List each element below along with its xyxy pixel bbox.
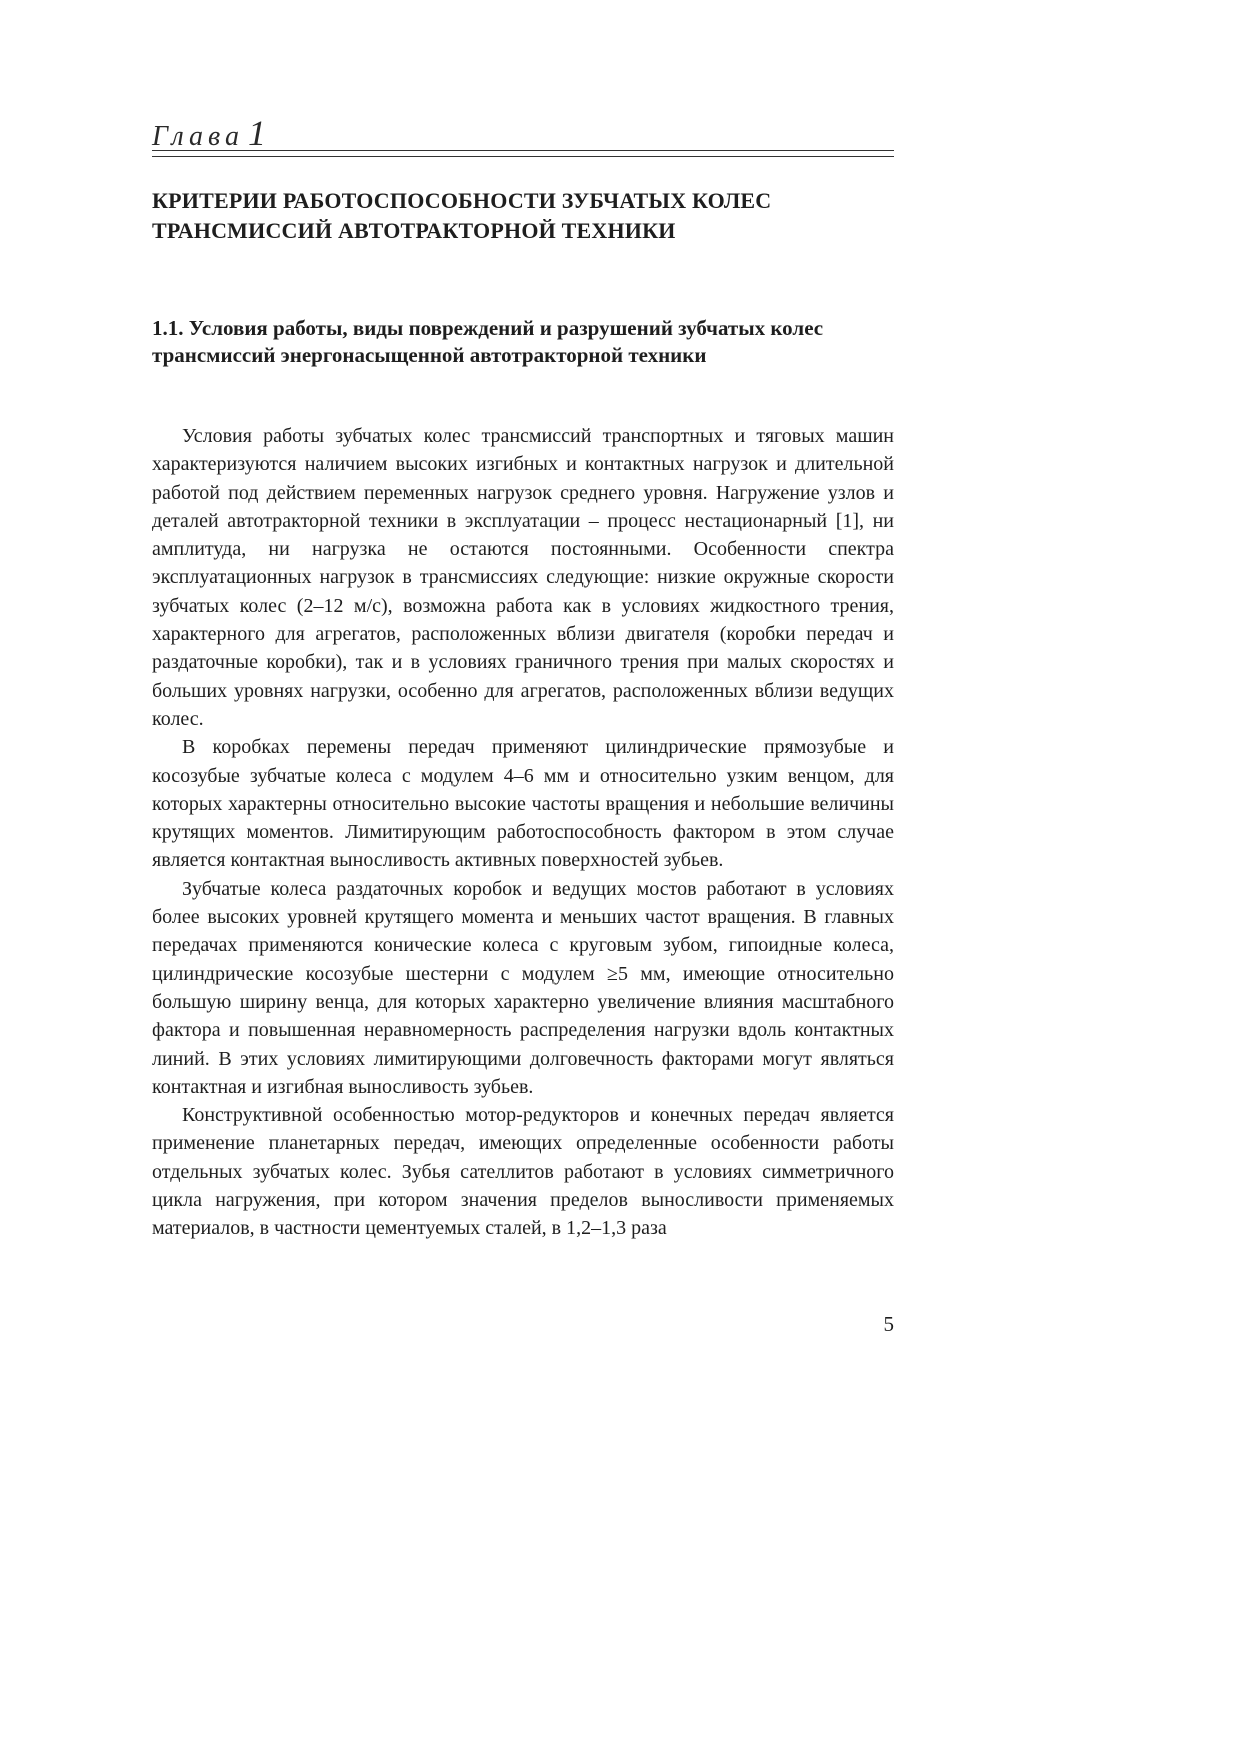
chapter-label: Глава xyxy=(152,121,244,152)
chapter-heading xyxy=(152,113,894,154)
chapter-title: КРИТЕРИИ РАБОТОСПОСОБНОСТИ ЗУБЧАТЫХ КОЛЕС ТРАНСМИССИЙ АВТОТРАКТОРНОЙ ТЕХНИКИ xyxy=(152,188,772,243)
paragraph: В коробках перемены передач применяют цилиндрические прямозубые и косозубые зубчатые колеса с модулем 4–6 мм и относительно узким венцом, для которых характерны относительно высокие частоты вращения и небольшие величины крутящих моментов. Лимитирующим работоспособность фактором в этом случае является контактная выносливость активных поверхностей зубьев. xyxy=(152,736,894,872)
page-number: 5 xyxy=(883,1312,894,1336)
chapter-number: 1 xyxy=(247,113,266,153)
paragraph: Условия работы зубчатых колес трансмиссий транспортных и тяговых машин характеризуются наличием высоких изгибных и контактных нагрузок и длительной работой под действием переменных нагрузок среднего уровня. Нагружение узлов и деталей автотракторной техники в эксплуатации – процесс нестационарный [1], ни амплитуда, ни нагрузка не остаются постоянными. Особенности спектра эксплуатационных нагрузок в трансмиссиях следующие: низкие окружные скорости зубчатых колес (2–12 м/с), возможна работа как в условиях жидкостного трения, характерного для агрегатов, расположенных вблизи двигателя (коробки передач и раздаточные коробки), так и в условиях граничного трения при малых скоростях и больших уровнях нагрузки, особенно для агрегатов, расположенных вблизи ведущих колес. xyxy=(152,425,894,730)
paragraph: Зубчатые колеса раздаточных коробок и ведущих мостов работают в условиях более высоких уровней крутящего момента и меньших частот вращения. В главных передачах применяются конические колеса с круговым зубом, гипоидные колеса, цилиндрические косозубые шестерни с модулем ≥5 мм, имеющие относительно большую ширину венца, для которых характерно увеличение влияния масштабного фактора и повышенная неравномерность распределения нагрузки вдоль контактных линий. В этих условиях лимитирующими долговечность факторами могут являться контактная и изгибная выносливость зубьев. xyxy=(152,877,894,1098)
paragraph: Конструктивной особенностью мотор-редукторов и конечных передач является применение планетарных передач, имеющих определенные особенности работы отдельных зубчатых колес. Зубья сателлитов работают в условиях симметричного цикла нагружения, при котором значения пределов выносливости применяемых материалов, в частности цементуемых сталей, в 1,2–1,3 раза xyxy=(152,1104,894,1240)
chapter-rule-bottom xyxy=(152,156,894,157)
body-text xyxy=(152,422,894,1243)
chapter-rule-top xyxy=(152,150,894,151)
section-title: 1.1. Условия работы, виды повреждений и разрушений зубчатых колес трансмиссий энергонасыщенной автотракторной техники xyxy=(152,316,824,367)
